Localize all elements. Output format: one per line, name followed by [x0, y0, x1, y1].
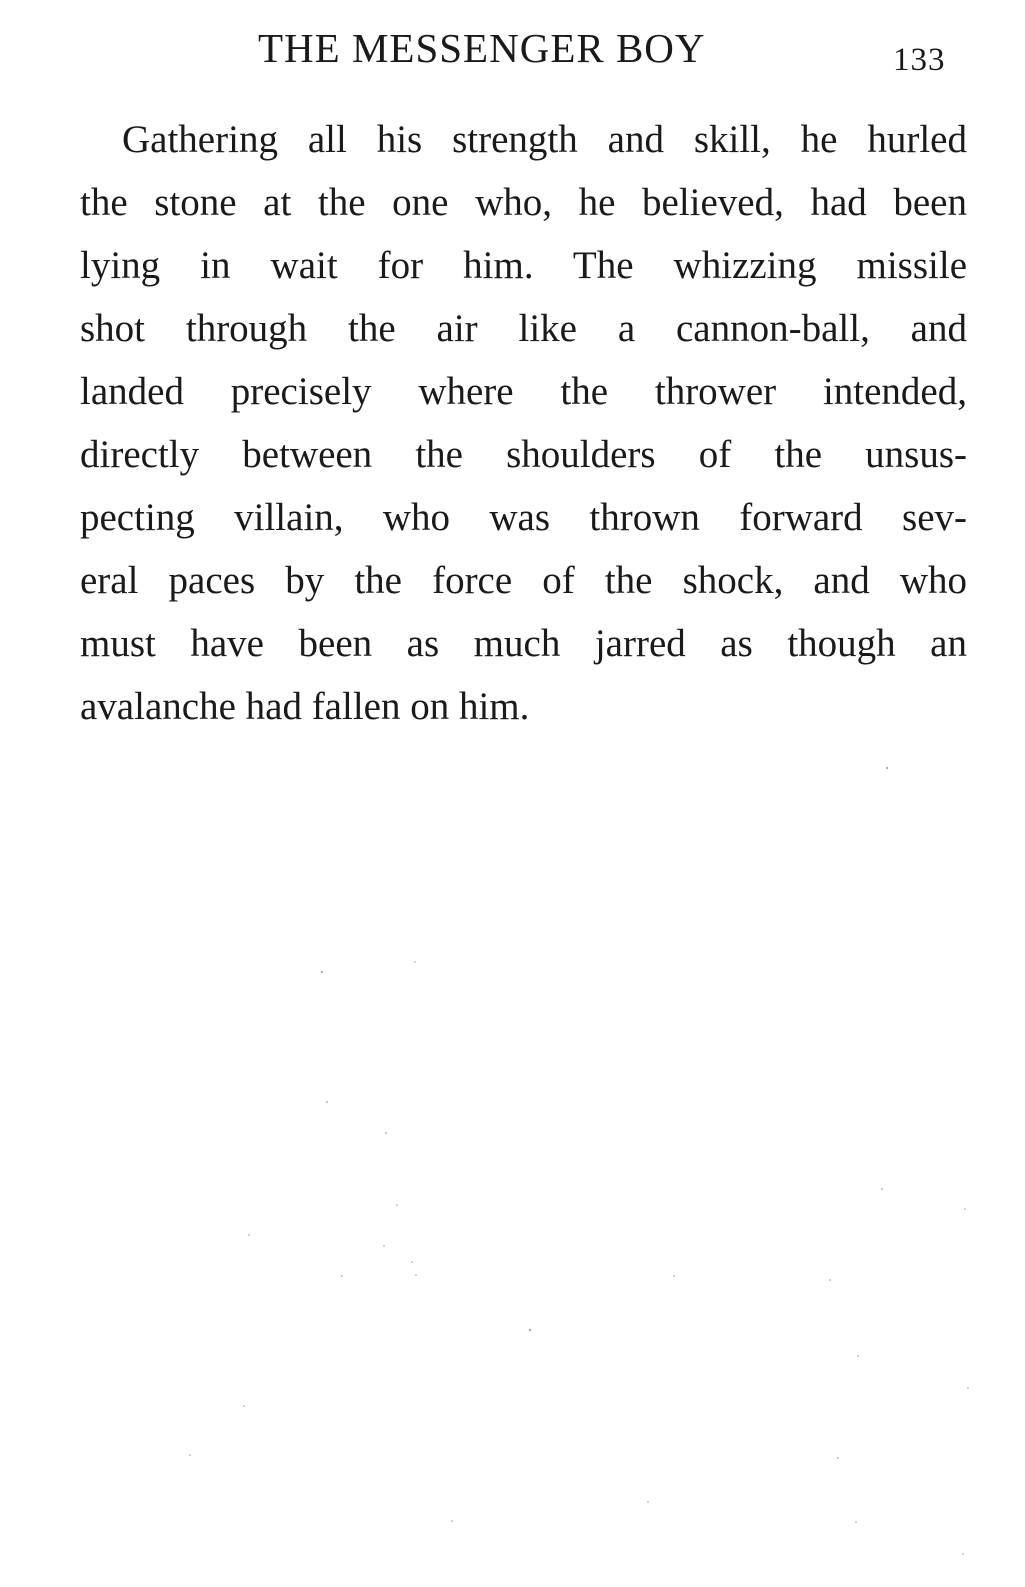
paper-speck: [414, 961, 416, 963]
paper-speck: [451, 1520, 453, 1522]
text-line: eral paces by the force of the shock, and who: [80, 559, 967, 602]
paper-speck: [855, 1521, 857, 1523]
paper-speck: [326, 1101, 328, 1103]
paper-speck: [385, 1132, 387, 1134]
paper-speck: [964, 1208, 966, 1210]
paper-speck: [415, 1274, 417, 1276]
paper-speck: [837, 1457, 839, 1459]
text-line: directly between the shoulders of the unsus-: [80, 433, 967, 476]
text-line: lying in wait for him. The whizzing missile: [80, 244, 967, 287]
paper-speck: [967, 1387, 969, 1389]
paper-speck: [396, 1204, 398, 1206]
text-line: Gathering all his strength and skill, he hurled: [122, 118, 967, 161]
text-line: shot through the air like a cannon-ball, and: [80, 307, 967, 350]
paper-speck: [829, 1279, 831, 1281]
text-line: landed precisely where the thrower intended,: [80, 370, 967, 413]
paper-speck: [673, 1275, 675, 1277]
paper-speck: [886, 767, 888, 769]
paper-speck: [383, 1245, 385, 1247]
paper-speck: [243, 1405, 245, 1407]
paragraph: [80, 108, 967, 738]
text-line: pecting villain, who was thrown forward sev-: [80, 496, 967, 539]
running-title: THE MESSENGER BOY: [258, 25, 706, 71]
paper-speck: [857, 1355, 859, 1357]
paper-speck: [881, 1188, 883, 1190]
paper-speck: [411, 1261, 413, 1263]
text-line: the stone at the one who, he believed, had been: [80, 181, 967, 224]
running-head: [0, 22, 1025, 82]
paper-speck: [529, 1329, 531, 1331]
text-line: must have been as much jarred as though an: [80, 622, 967, 665]
paper-speck: [189, 1454, 191, 1456]
paper-speck: [321, 971, 323, 973]
page-number: 133: [893, 42, 946, 78]
paper-speck: [341, 1275, 343, 1277]
paper-speck: [248, 1234, 250, 1236]
paper-speck: [962, 1553, 964, 1555]
paper-speck: [647, 1501, 649, 1503]
text-line: avalanche had fallen on him.: [80, 685, 530, 728]
